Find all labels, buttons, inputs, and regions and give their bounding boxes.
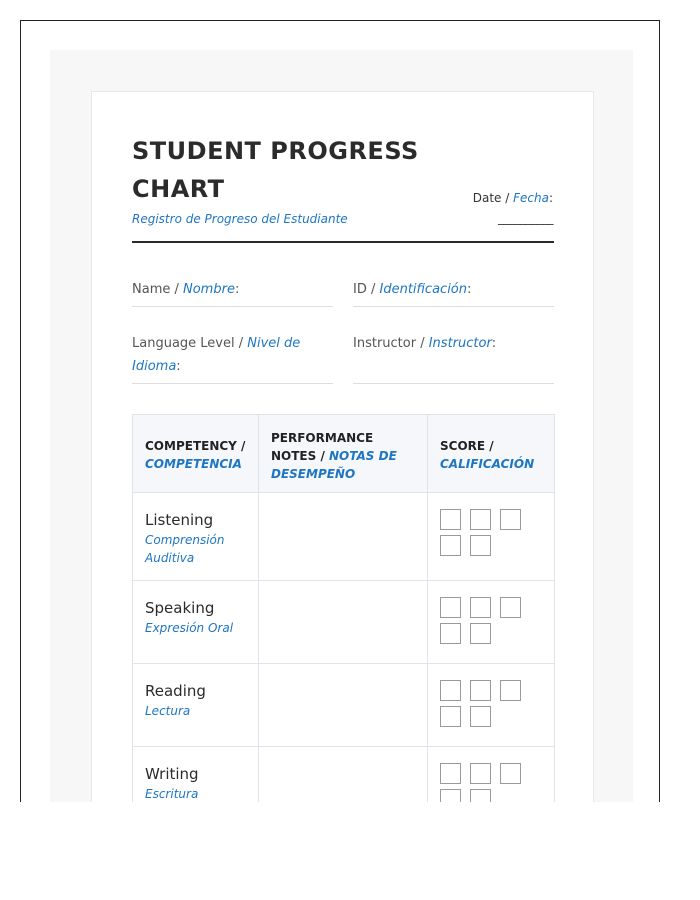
competency-name-es: Comprensión Auditiva bbox=[145, 533, 225, 565]
name-label: Name / bbox=[132, 282, 183, 297]
language-level-label-es: Nivel de Idioma bbox=[132, 336, 301, 374]
competency-name: Reading bbox=[145, 682, 206, 700]
page-title: STUDENT PROGRESS CHART bbox=[132, 137, 419, 203]
competency-cell bbox=[133, 664, 259, 747]
document-viewport bbox=[20, 20, 660, 802]
score-checkbox[interactable] bbox=[440, 680, 461, 701]
header-score: SCORE / CALIFICACIÓN bbox=[428, 415, 555, 493]
competency-cell bbox=[133, 581, 259, 664]
score-checkbox[interactable] bbox=[470, 535, 491, 556]
header-performance-notes: PERFORMANCE NOTES / NOTAS DE DESEMPEÑO bbox=[259, 415, 428, 493]
score-checkbox[interactable] bbox=[470, 680, 491, 701]
score-checkboxes bbox=[440, 597, 535, 649]
score-checkbox[interactable] bbox=[470, 789, 491, 802]
score-checkbox[interactable] bbox=[440, 706, 461, 727]
score-checkboxes bbox=[440, 680, 535, 732]
competency-name: Listening bbox=[145, 511, 214, 529]
score-checkbox[interactable] bbox=[500, 509, 521, 530]
score-checkboxes bbox=[440, 509, 535, 561]
language-level-label: Language Level / bbox=[132, 336, 248, 351]
score-checkbox[interactable] bbox=[500, 597, 521, 618]
table-header-row bbox=[133, 415, 555, 493]
date-field[interactable] bbox=[473, 191, 553, 225]
score-checkbox[interactable] bbox=[440, 509, 461, 530]
id-colon: : bbox=[467, 282, 472, 297]
competency-name: Writing bbox=[145, 765, 199, 783]
score-checkbox[interactable] bbox=[470, 509, 491, 530]
instructor-field[interactable] bbox=[353, 332, 554, 384]
competency-cell bbox=[133, 493, 259, 581]
instructor-label-es: Instructor bbox=[428, 336, 492, 351]
progress-table bbox=[132, 414, 555, 802]
header-competency: COMPETENCY / COMPETENCIA bbox=[133, 415, 259, 493]
performance-notes-cell[interactable] bbox=[259, 664, 428, 747]
table-row bbox=[133, 747, 555, 803]
performance-notes-cell[interactable] bbox=[259, 747, 428, 803]
page-subtitle: Registro de Progreso del Estudiante bbox=[132, 212, 348, 226]
table-row bbox=[133, 664, 555, 747]
competency-name-es: Lectura bbox=[145, 704, 191, 718]
progress-chart-card bbox=[91, 91, 594, 802]
score-cell bbox=[428, 664, 555, 747]
score-cell bbox=[428, 493, 555, 581]
competency-name-es: Escritura bbox=[145, 787, 199, 801]
score-cell bbox=[428, 747, 555, 803]
header-divider bbox=[132, 241, 554, 243]
competency-name-es: Expresión Oral bbox=[145, 621, 234, 635]
score-checkbox[interactable] bbox=[440, 763, 461, 784]
performance-notes-cell[interactable] bbox=[259, 581, 428, 664]
score-cell bbox=[428, 581, 555, 664]
id-label-es: Identificación bbox=[379, 282, 467, 297]
score-checkbox[interactable] bbox=[500, 763, 521, 784]
table-row bbox=[133, 581, 555, 664]
score-checkbox[interactable] bbox=[440, 623, 461, 644]
instructor-label: Instructor / bbox=[353, 336, 429, 351]
instructor-colon: : bbox=[491, 336, 497, 351]
language-level-colon: : bbox=[176, 359, 181, 374]
name-label-es: Nombre bbox=[183, 282, 235, 297]
score-checkbox[interactable] bbox=[470, 623, 491, 644]
score-checkbox[interactable] bbox=[470, 597, 491, 618]
score-checkbox[interactable] bbox=[440, 597, 461, 618]
competency-name: Speaking bbox=[145, 599, 215, 617]
performance-notes-cell[interactable] bbox=[259, 493, 428, 581]
score-checkbox[interactable] bbox=[470, 706, 491, 727]
date-colon: : bbox=[548, 191, 553, 205]
date-blank-line[interactable]: __________ bbox=[498, 211, 553, 225]
date-label: Date / bbox=[472, 191, 514, 205]
score-checkbox[interactable] bbox=[440, 789, 461, 802]
language-level-field[interactable] bbox=[132, 332, 333, 384]
score-checkbox[interactable] bbox=[440, 535, 461, 556]
table-row bbox=[133, 493, 555, 581]
score-checkbox[interactable] bbox=[470, 763, 491, 784]
id-label: ID / bbox=[353, 282, 380, 297]
date-label-es: Fecha bbox=[513, 191, 549, 205]
name-colon: : bbox=[234, 282, 240, 297]
id-field[interactable] bbox=[353, 278, 554, 307]
score-checkboxes bbox=[440, 763, 535, 802]
competency-cell bbox=[133, 747, 259, 803]
name-field[interactable] bbox=[132, 278, 333, 307]
score-checkbox[interactable] bbox=[500, 680, 521, 701]
